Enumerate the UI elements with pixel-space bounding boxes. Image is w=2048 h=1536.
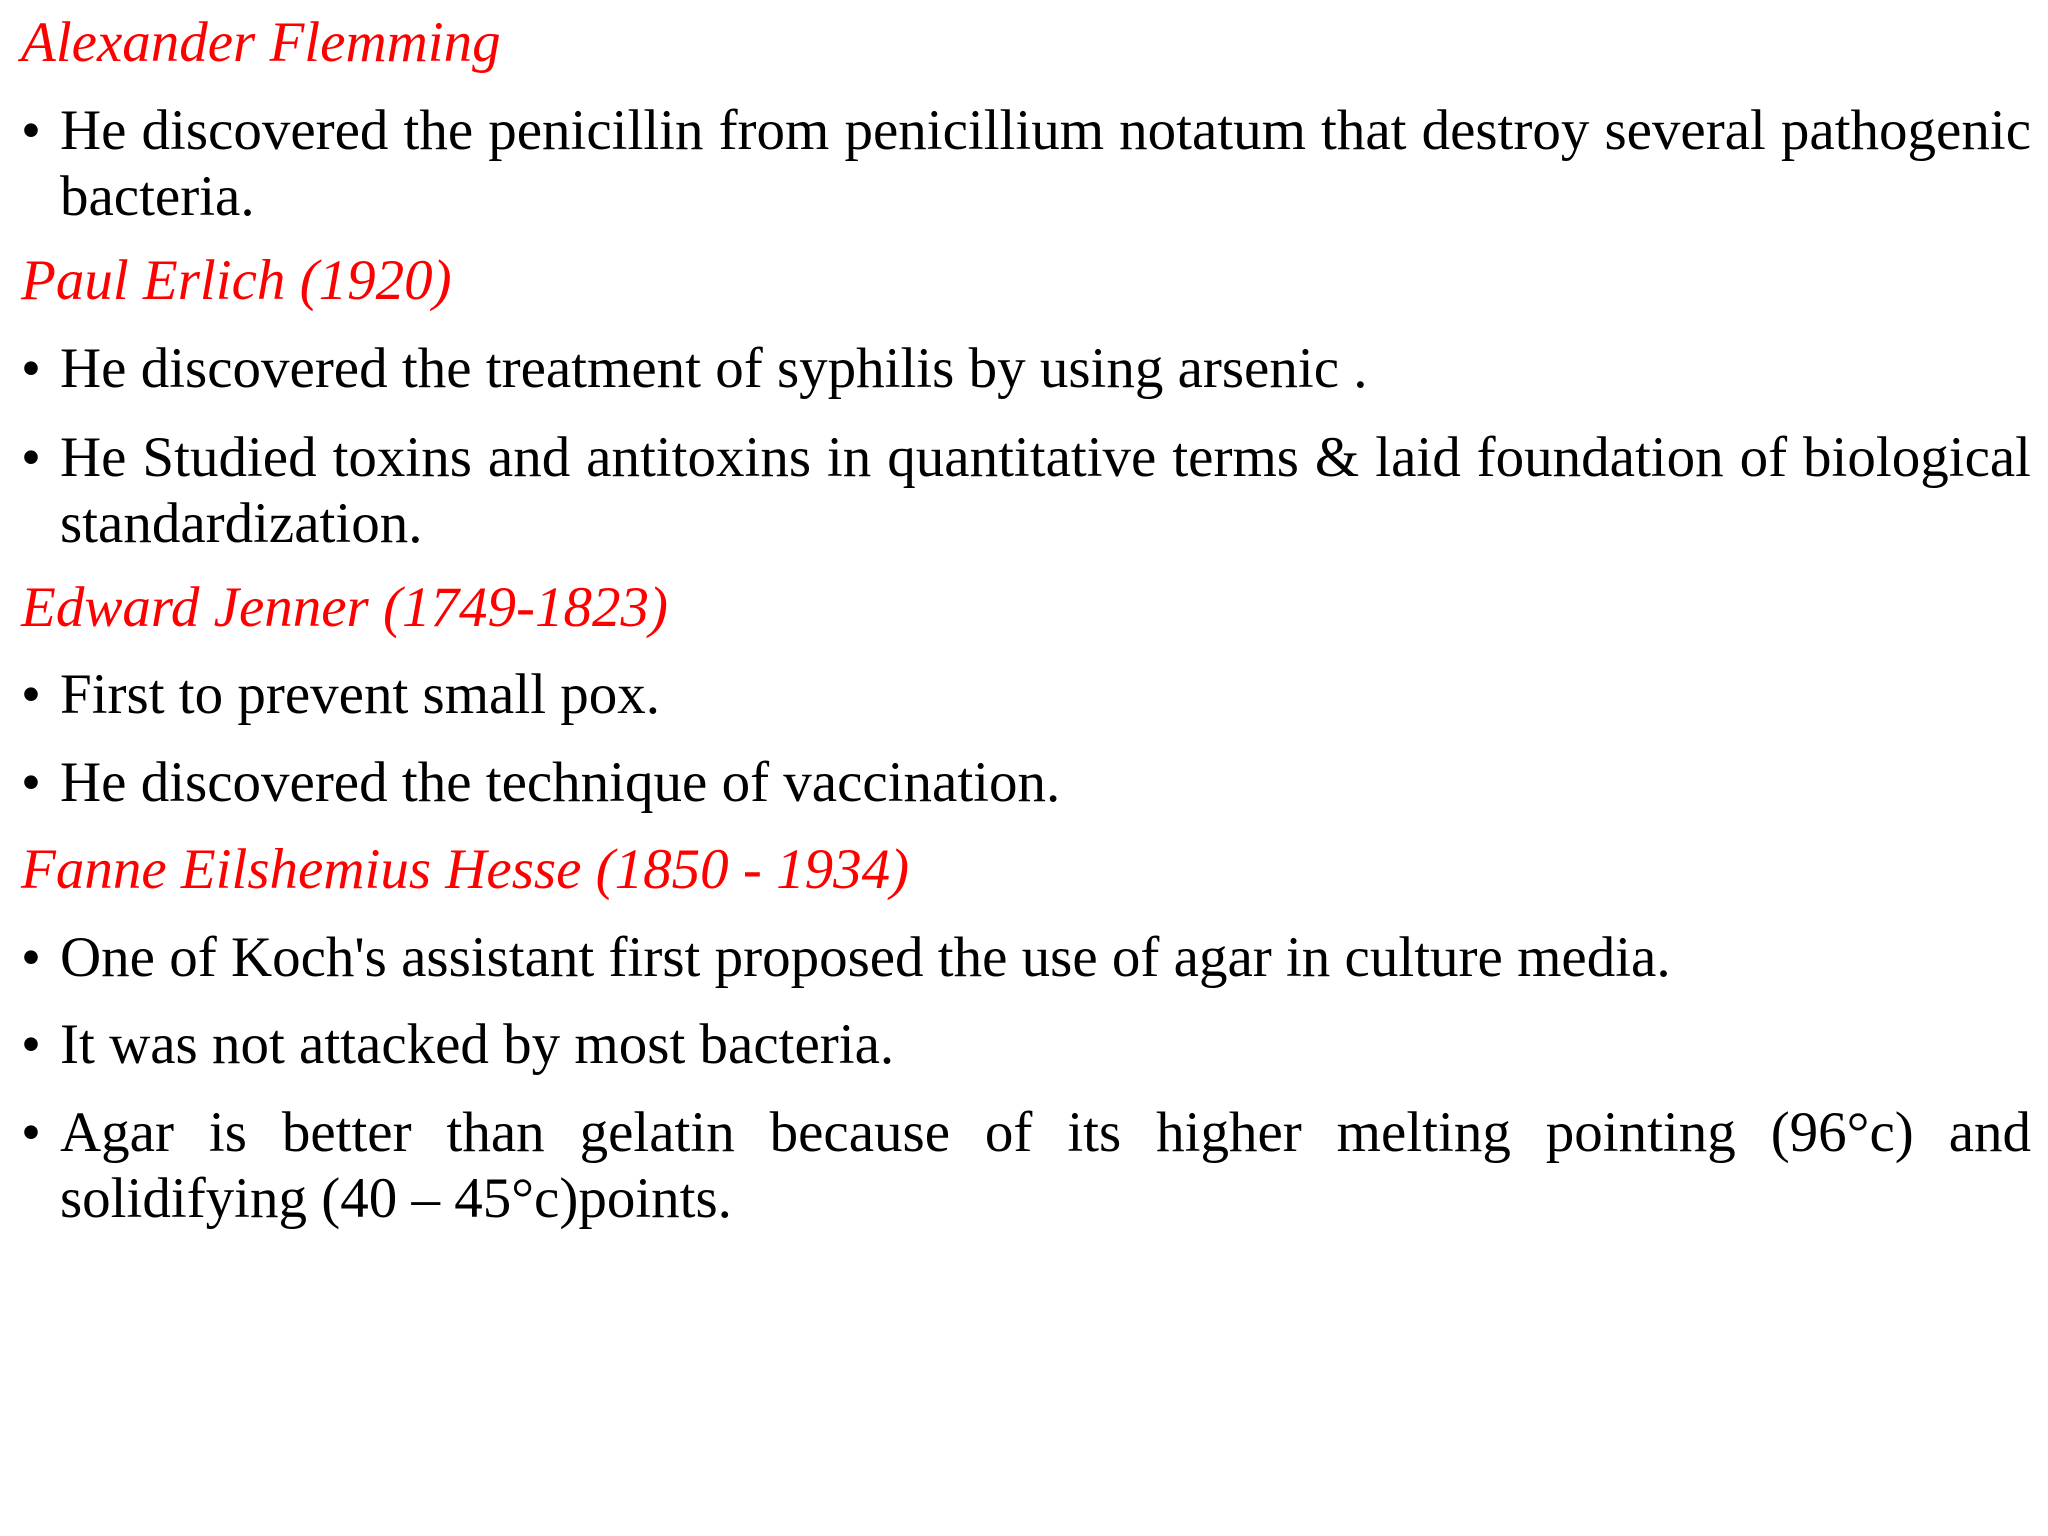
bullet-text: He Studied toxins and antitoxins in quantitative terms & laid foundation of biological standardization. <box>60 426 2031 555</box>
bullet-icon: • <box>21 1101 41 1164</box>
bullet-icon: • <box>21 926 41 989</box>
bullet-icon: • <box>21 337 41 400</box>
bullet-icon: • <box>21 1013 41 1076</box>
bullet-text: Agar is better than gelatin because of its higher melting pointing (96°c) and solidifying (40 – 45°c)points. <box>60 1101 2031 1230</box>
bullet-item <box>21 925 2031 991</box>
bullet-item <box>21 425 2031 557</box>
bullet-item <box>21 1012 2031 1078</box>
bullet-text: He discovered the technique of vaccination. <box>60 751 1061 814</box>
bullet-item <box>21 662 2031 728</box>
bullet-item <box>21 336 2031 402</box>
section-heading: Paul Erlich (1920) <box>21 249 452 312</box>
bullet-icon: • <box>21 663 41 726</box>
bullet-text: First to prevent small pox. <box>60 663 661 726</box>
bullet-item <box>21 98 2031 230</box>
bullet-text: He discovered the penicillin from penicillium notatum that destroy several pathogenic bacteria. <box>60 99 2031 228</box>
bullet-icon: • <box>21 751 41 814</box>
bullet-icon: • <box>21 99 41 162</box>
bullet-text: He discovered the treatment of syphilis by using arsenic . <box>60 337 1368 400</box>
section-heading: Edward Jenner (1749-1823) <box>21 576 668 639</box>
section-heading: Alexander Flemming <box>21 11 501 74</box>
section-heading: Fanne Eilshemius Hesse (1850 - 1934) <box>21 838 910 901</box>
bullet-text: One of Koch's assistant first proposed the use of agar in culture media. <box>60 926 1671 989</box>
bullet-text: It was not attacked by most bacteria. <box>60 1013 895 1076</box>
bullet-item <box>21 750 2031 816</box>
bullet-icon: • <box>21 426 41 489</box>
bullet-item <box>21 1100 2031 1232</box>
